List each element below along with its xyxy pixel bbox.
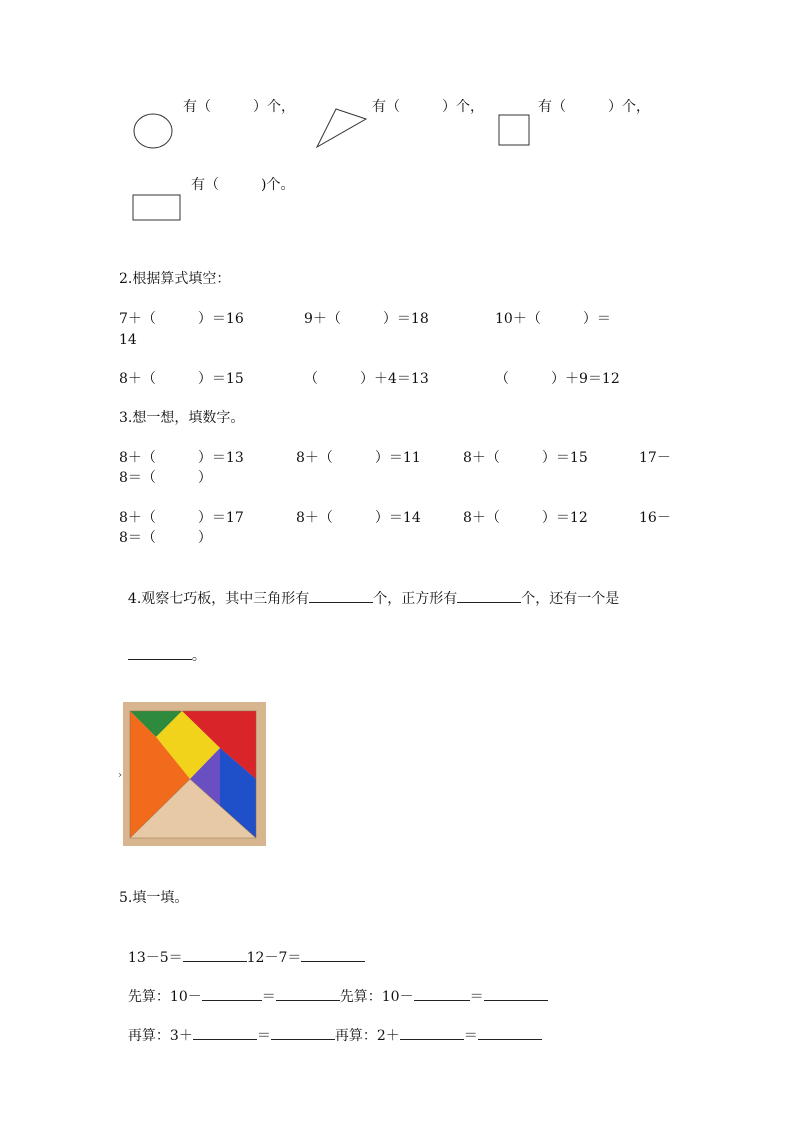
- q3-r1-b: 8＋（ ）＝11: [296, 450, 421, 466]
- question-5-title: 5.填一填。: [119, 890, 189, 906]
- rectangle-shape: [132, 194, 182, 222]
- q5-second-then-blank-a[interactable]: [400, 1025, 464, 1040]
- q2-r1-c-wrap: 14: [119, 332, 137, 348]
- circle-shape: [132, 112, 174, 150]
- q2-r1-b: 9＋（ ）＝18: [304, 311, 429, 327]
- circle-count-text: 有（ ）个，: [183, 99, 295, 115]
- q4-end: 。: [191, 648, 206, 664]
- q5-then-blank-b[interactable]: [271, 1025, 335, 1040]
- q5-second-then-blank-b[interactable]: [478, 1025, 542, 1040]
- q5-second-first-label: 先算：10－: [339, 989, 414, 1005]
- q5-first-step-line: [119, 968, 548, 1006]
- q5-eq-sign-2: ＝: [469, 989, 484, 1005]
- q5-first-blank-a[interactable]: [202, 986, 262, 1001]
- question-3-title: 3.想一想，填数字。: [119, 410, 245, 426]
- q2-r2-c: （ ）＋9＝12: [495, 371, 620, 387]
- q5-eq-sign-3: ＝: [256, 1028, 271, 1044]
- q3-r1-c: 8＋（ ）＝15: [463, 450, 588, 466]
- q5-first-label: 先算：10－: [127, 989, 202, 1005]
- question-4-line2: [119, 627, 206, 665]
- q4-other-blank[interactable]: [128, 645, 192, 660]
- q3-r1-d-wrap: 8＝（ ）: [119, 470, 212, 486]
- q3-r2-b: 8＋（ ）＝14: [296, 510, 421, 526]
- q5-then-blank-a[interactable]: [193, 1025, 257, 1040]
- q3-r1-d: 17－: [639, 450, 671, 466]
- q5-eq2-blank[interactable]: [301, 947, 365, 962]
- q4-part2: 个，正方形有: [373, 591, 458, 607]
- q5-second-first-blank-a[interactable]: [414, 986, 470, 1001]
- q2-r1-a: 7＋（ ）＝16: [119, 311, 244, 327]
- triangle-shape: [314, 106, 370, 150]
- q4-square-blank[interactable]: [457, 588, 521, 603]
- q2-r2-a: 8＋（ ）＝15: [119, 371, 244, 387]
- q4-part3: 个，还有一个是: [521, 591, 620, 607]
- q2-r2-b: （ ）＋4＝13: [304, 371, 429, 387]
- triangle-count-text: 有（ ）个，: [372, 99, 484, 115]
- q3-r2-a: 8＋（ ）＝17: [119, 510, 244, 526]
- q3-r2-d: 16－: [639, 510, 671, 526]
- q5-eq-sign-1: ＝: [261, 989, 276, 1005]
- tick-mark-icon: ›: [118, 770, 122, 781]
- q3-r1-a: 8＋（ ）＝13: [119, 450, 244, 466]
- square-shape: [498, 114, 531, 147]
- question-4-line: [119, 570, 619, 608]
- question-2-title: 2.根据算式填空：: [119, 271, 231, 287]
- tangram-image: [123, 702, 266, 846]
- q4-part1: 4.观察七巧板，其中三角形有: [127, 591, 310, 607]
- q5-then-step-line: [119, 1007, 542, 1045]
- q5-eq-sign-4: ＝: [463, 1028, 478, 1044]
- q5-second-first-blank-b[interactable]: [484, 986, 548, 1001]
- q5-eq1: 13－5＝: [127, 950, 183, 966]
- q3-r2-c: 8＋（ ）＝12: [463, 510, 588, 526]
- q3-r2-d-wrap: 8＝（ ）: [119, 530, 212, 546]
- q5-eq2: 12－7＝: [246, 950, 302, 966]
- rectangle-count-text: 有（ )个。: [191, 177, 295, 193]
- square-count-text: 有（ ）个，: [538, 99, 650, 115]
- q2-r1-c: 10＋（ ）＝: [495, 311, 611, 327]
- q5-first-blank-b[interactable]: [276, 986, 340, 1001]
- q5-then-label: 再算：3＋: [127, 1028, 193, 1044]
- q5-second-then-label: 再算：2＋: [334, 1028, 400, 1044]
- q4-triangle-blank[interactable]: [309, 588, 373, 603]
- q5-equations-line: [119, 929, 365, 967]
- q5-eq1-blank[interactable]: [183, 947, 247, 962]
